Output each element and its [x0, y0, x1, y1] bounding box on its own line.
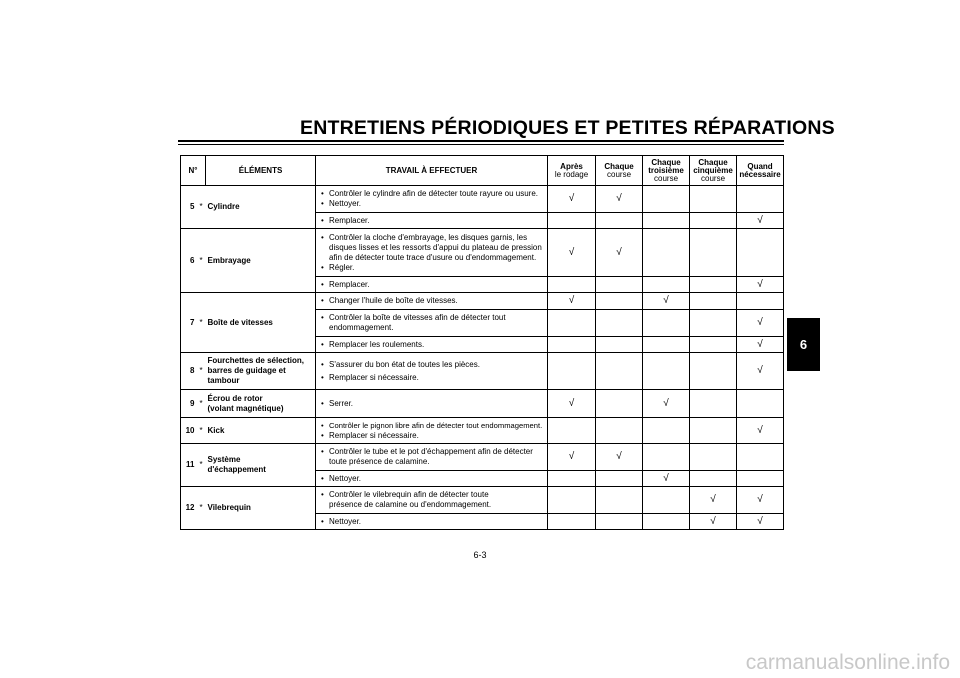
task-line: • Remplacer les roulements.: [324, 340, 545, 350]
check-cell: [596, 213, 643, 229]
check-cell: [643, 353, 690, 390]
item-element: Boîte de vitesses: [206, 293, 316, 353]
check-cell: [596, 514, 643, 530]
header-text: troisième: [648, 165, 684, 175]
item-element: Cylindre: [206, 186, 316, 229]
task-line: afin de détecter toute trace d'usure ou d'endommagement.: [329, 252, 537, 262]
check-cell: [643, 487, 690, 514]
check-cell: [548, 337, 596, 353]
chapter-tab: 6: [787, 318, 820, 371]
star-marker: *: [197, 390, 206, 418]
check-cell: [690, 229, 737, 277]
item-element: [206, 444, 316, 487]
check-cell: √: [548, 444, 596, 471]
table-header-row: [181, 156, 784, 186]
check-cell: √: [643, 471, 690, 487]
watermark: carmanualsonline.info: [745, 651, 950, 674]
check-cell: √: [737, 353, 784, 390]
check-cell: [690, 390, 737, 418]
header-text: Chaque: [604, 161, 634, 171]
table-row: [181, 418, 784, 444]
star-marker: *: [197, 418, 206, 444]
table-row: [181, 229, 784, 277]
check-cell: [690, 418, 737, 444]
check-cell: √: [737, 310, 784, 337]
check-cell: [690, 277, 737, 293]
header-text: Après: [560, 161, 583, 171]
header-as-needed: [737, 156, 784, 186]
header-elements: ÉLÉMENTS: [206, 156, 316, 186]
header-text: cinquième: [693, 165, 733, 175]
item-number: 12: [181, 487, 197, 530]
star-marker: *: [197, 186, 206, 229]
task-line: • Remplacer.: [324, 216, 545, 226]
check-cell: [737, 293, 784, 310]
task-line: • Remplacer si nécessaire.: [324, 431, 545, 441]
check-cell: [548, 487, 596, 514]
item-element: Embrayage: [206, 229, 316, 293]
header-each-race: [596, 156, 643, 186]
item-task: [316, 310, 548, 337]
check-cell: [596, 353, 643, 390]
item-number: 10: [181, 418, 197, 444]
item-task: [316, 353, 548, 390]
table-row: [181, 487, 784, 514]
item-task: [316, 186, 548, 213]
header-every-third-race: [643, 156, 690, 186]
task-line: • Contrôler la cloche d'embrayage, les disques garnis, les: [324, 233, 545, 243]
table-row: [181, 390, 784, 418]
check-cell: √: [643, 293, 690, 310]
item-task: [316, 390, 548, 418]
header-no: N°: [181, 156, 206, 186]
check-cell: [737, 390, 784, 418]
table-row: [181, 444, 784, 471]
check-cell: [548, 277, 596, 293]
check-cell: [596, 418, 643, 444]
check-cell: [643, 277, 690, 293]
check-cell: [643, 229, 690, 277]
item-number: 8: [181, 353, 197, 390]
check-cell: √: [548, 293, 596, 310]
element-line: d'échappement: [207, 465, 266, 474]
star-marker: *: [197, 353, 206, 390]
check-cell: [643, 337, 690, 353]
check-cell: [690, 186, 737, 213]
check-cell: [643, 310, 690, 337]
check-cell: √: [737, 418, 784, 444]
check-cell: [548, 471, 596, 487]
task-line: • Remplacer.: [324, 280, 545, 290]
table-row: [181, 186, 784, 213]
task-line: • Remplacer si nécessaire.: [324, 373, 545, 383]
item-number: 11: [181, 444, 197, 487]
item-element: Vilebrequin: [206, 487, 316, 530]
task-line: toute présence de calamine.: [329, 457, 430, 466]
header-work: TRAVAIL À EFFECTUER: [316, 156, 548, 186]
check-cell: [548, 514, 596, 530]
item-element: Kick: [206, 418, 316, 444]
task-line: • Régler.: [324, 263, 545, 273]
check-cell: √: [596, 229, 643, 277]
task-line: • Nettoyer.: [324, 474, 545, 484]
element-line: Système: [207, 455, 241, 464]
check-cell: [596, 337, 643, 353]
header-text: Chaque: [698, 157, 728, 167]
table-row: [181, 353, 784, 390]
header-every-fifth-race: [690, 156, 737, 186]
item-task: [316, 213, 548, 229]
item-number: 9: [181, 390, 197, 418]
title-underline: [178, 140, 784, 142]
check-cell: √: [690, 514, 737, 530]
title-underline-thin: [178, 144, 784, 145]
check-cell: √: [643, 390, 690, 418]
check-cell: [737, 444, 784, 471]
header-after-breakin: [548, 156, 596, 186]
item-task: [316, 229, 548, 277]
task-line: • Contrôler le cylindre afin de détecter toute rayure ou usure.: [324, 189, 545, 199]
check-cell: [690, 293, 737, 310]
check-cell: [690, 213, 737, 229]
star-marker: *: [197, 229, 206, 293]
check-cell: √: [737, 514, 784, 530]
item-task: [316, 418, 548, 444]
check-cell: √: [548, 186, 596, 213]
star-marker: *: [197, 444, 206, 487]
check-cell: [690, 471, 737, 487]
star-marker: *: [197, 487, 206, 530]
header-text: course: [607, 169, 632, 179]
element-line: barres de guidage et: [207, 366, 286, 375]
check-cell: [690, 353, 737, 390]
check-cell: √: [737, 487, 784, 514]
check-cell: [643, 186, 690, 213]
task-line: disques lisses et les ressorts d'appui du plateau de pression: [329, 242, 542, 252]
task-line: présence de calamine ou d'endommagement.: [329, 500, 492, 509]
item-number: 6: [181, 229, 197, 293]
page-title: ENTRETIENS PÉRIODIQUES ET PETITES RÉPARATIONS: [300, 117, 835, 139]
item-element: [206, 390, 316, 418]
task-line: endommagement.: [329, 323, 394, 332]
check-cell: √: [737, 337, 784, 353]
check-cell: [596, 390, 643, 418]
check-cell: [643, 213, 690, 229]
task-line: • S'assurer du bon état de toutes les pièces.: [324, 360, 545, 370]
task-line: • Contrôler le pignon libre afin de détecter tout endommagement.: [324, 421, 545, 431]
check-cell: [596, 293, 643, 310]
check-cell: [548, 353, 596, 390]
check-cell: [690, 310, 737, 337]
item-element: [206, 353, 316, 390]
header-text: le rodage: [554, 169, 589, 179]
header-text: Chaque: [651, 157, 681, 167]
check-cell: [548, 310, 596, 337]
check-cell: [643, 418, 690, 444]
check-cell: √: [596, 444, 643, 471]
check-cell: [596, 471, 643, 487]
check-cell: [643, 514, 690, 530]
check-cell: [596, 310, 643, 337]
element-line: (volant magnétique): [207, 403, 284, 413]
element-line: tambour: [207, 376, 240, 385]
check-cell: [548, 213, 596, 229]
table-row: [181, 293, 784, 310]
item-task: [316, 514, 548, 530]
header-text: nécessaire: [739, 169, 781, 179]
element-line: Fourchettes de sélection,: [207, 356, 304, 365]
check-cell: √: [596, 186, 643, 213]
page-number: 6-3: [473, 550, 487, 560]
item-task: [316, 444, 548, 471]
check-cell: √: [690, 487, 737, 514]
check-cell: [690, 444, 737, 471]
check-cell: [643, 444, 690, 471]
check-cell: [596, 487, 643, 514]
check-cell: [737, 471, 784, 487]
task-line: • Nettoyer.: [324, 199, 545, 209]
task-line: • Contrôler le vilebrequin afin de détecter toute: [324, 490, 545, 500]
item-task: [316, 471, 548, 487]
maintenance-table: [180, 155, 784, 530]
task-line: • Serrer.: [324, 399, 545, 409]
task-line: • Nettoyer.: [324, 517, 545, 527]
task-line: • Changer l'huile de boîte de vitesses.: [324, 296, 545, 306]
check-cell: √: [737, 277, 784, 293]
check-cell: [596, 277, 643, 293]
check-cell: √: [548, 390, 596, 418]
check-cell: [548, 418, 596, 444]
check-cell: [737, 186, 784, 213]
item-task: [316, 293, 548, 310]
header-text: course: [654, 173, 679, 183]
item-task: [316, 487, 548, 514]
task-line: • Contrôler la boîte de vitesses afin de détecter tout: [324, 313, 545, 323]
item-number: 5: [181, 186, 197, 229]
item-number: 7: [181, 293, 197, 353]
header-text: Quand: [747, 161, 773, 171]
element-line: Écrou de rotor: [207, 393, 263, 403]
check-cell: [690, 337, 737, 353]
item-task: [316, 337, 548, 353]
item-task: [316, 277, 548, 293]
check-cell: √: [548, 229, 596, 277]
check-cell: [737, 229, 784, 277]
task-line: • Contrôler le tube et le pot d'échappement afin de détecter: [324, 447, 545, 457]
check-cell: √: [737, 213, 784, 229]
star-marker: *: [197, 293, 206, 353]
header-text: course: [701, 173, 726, 183]
